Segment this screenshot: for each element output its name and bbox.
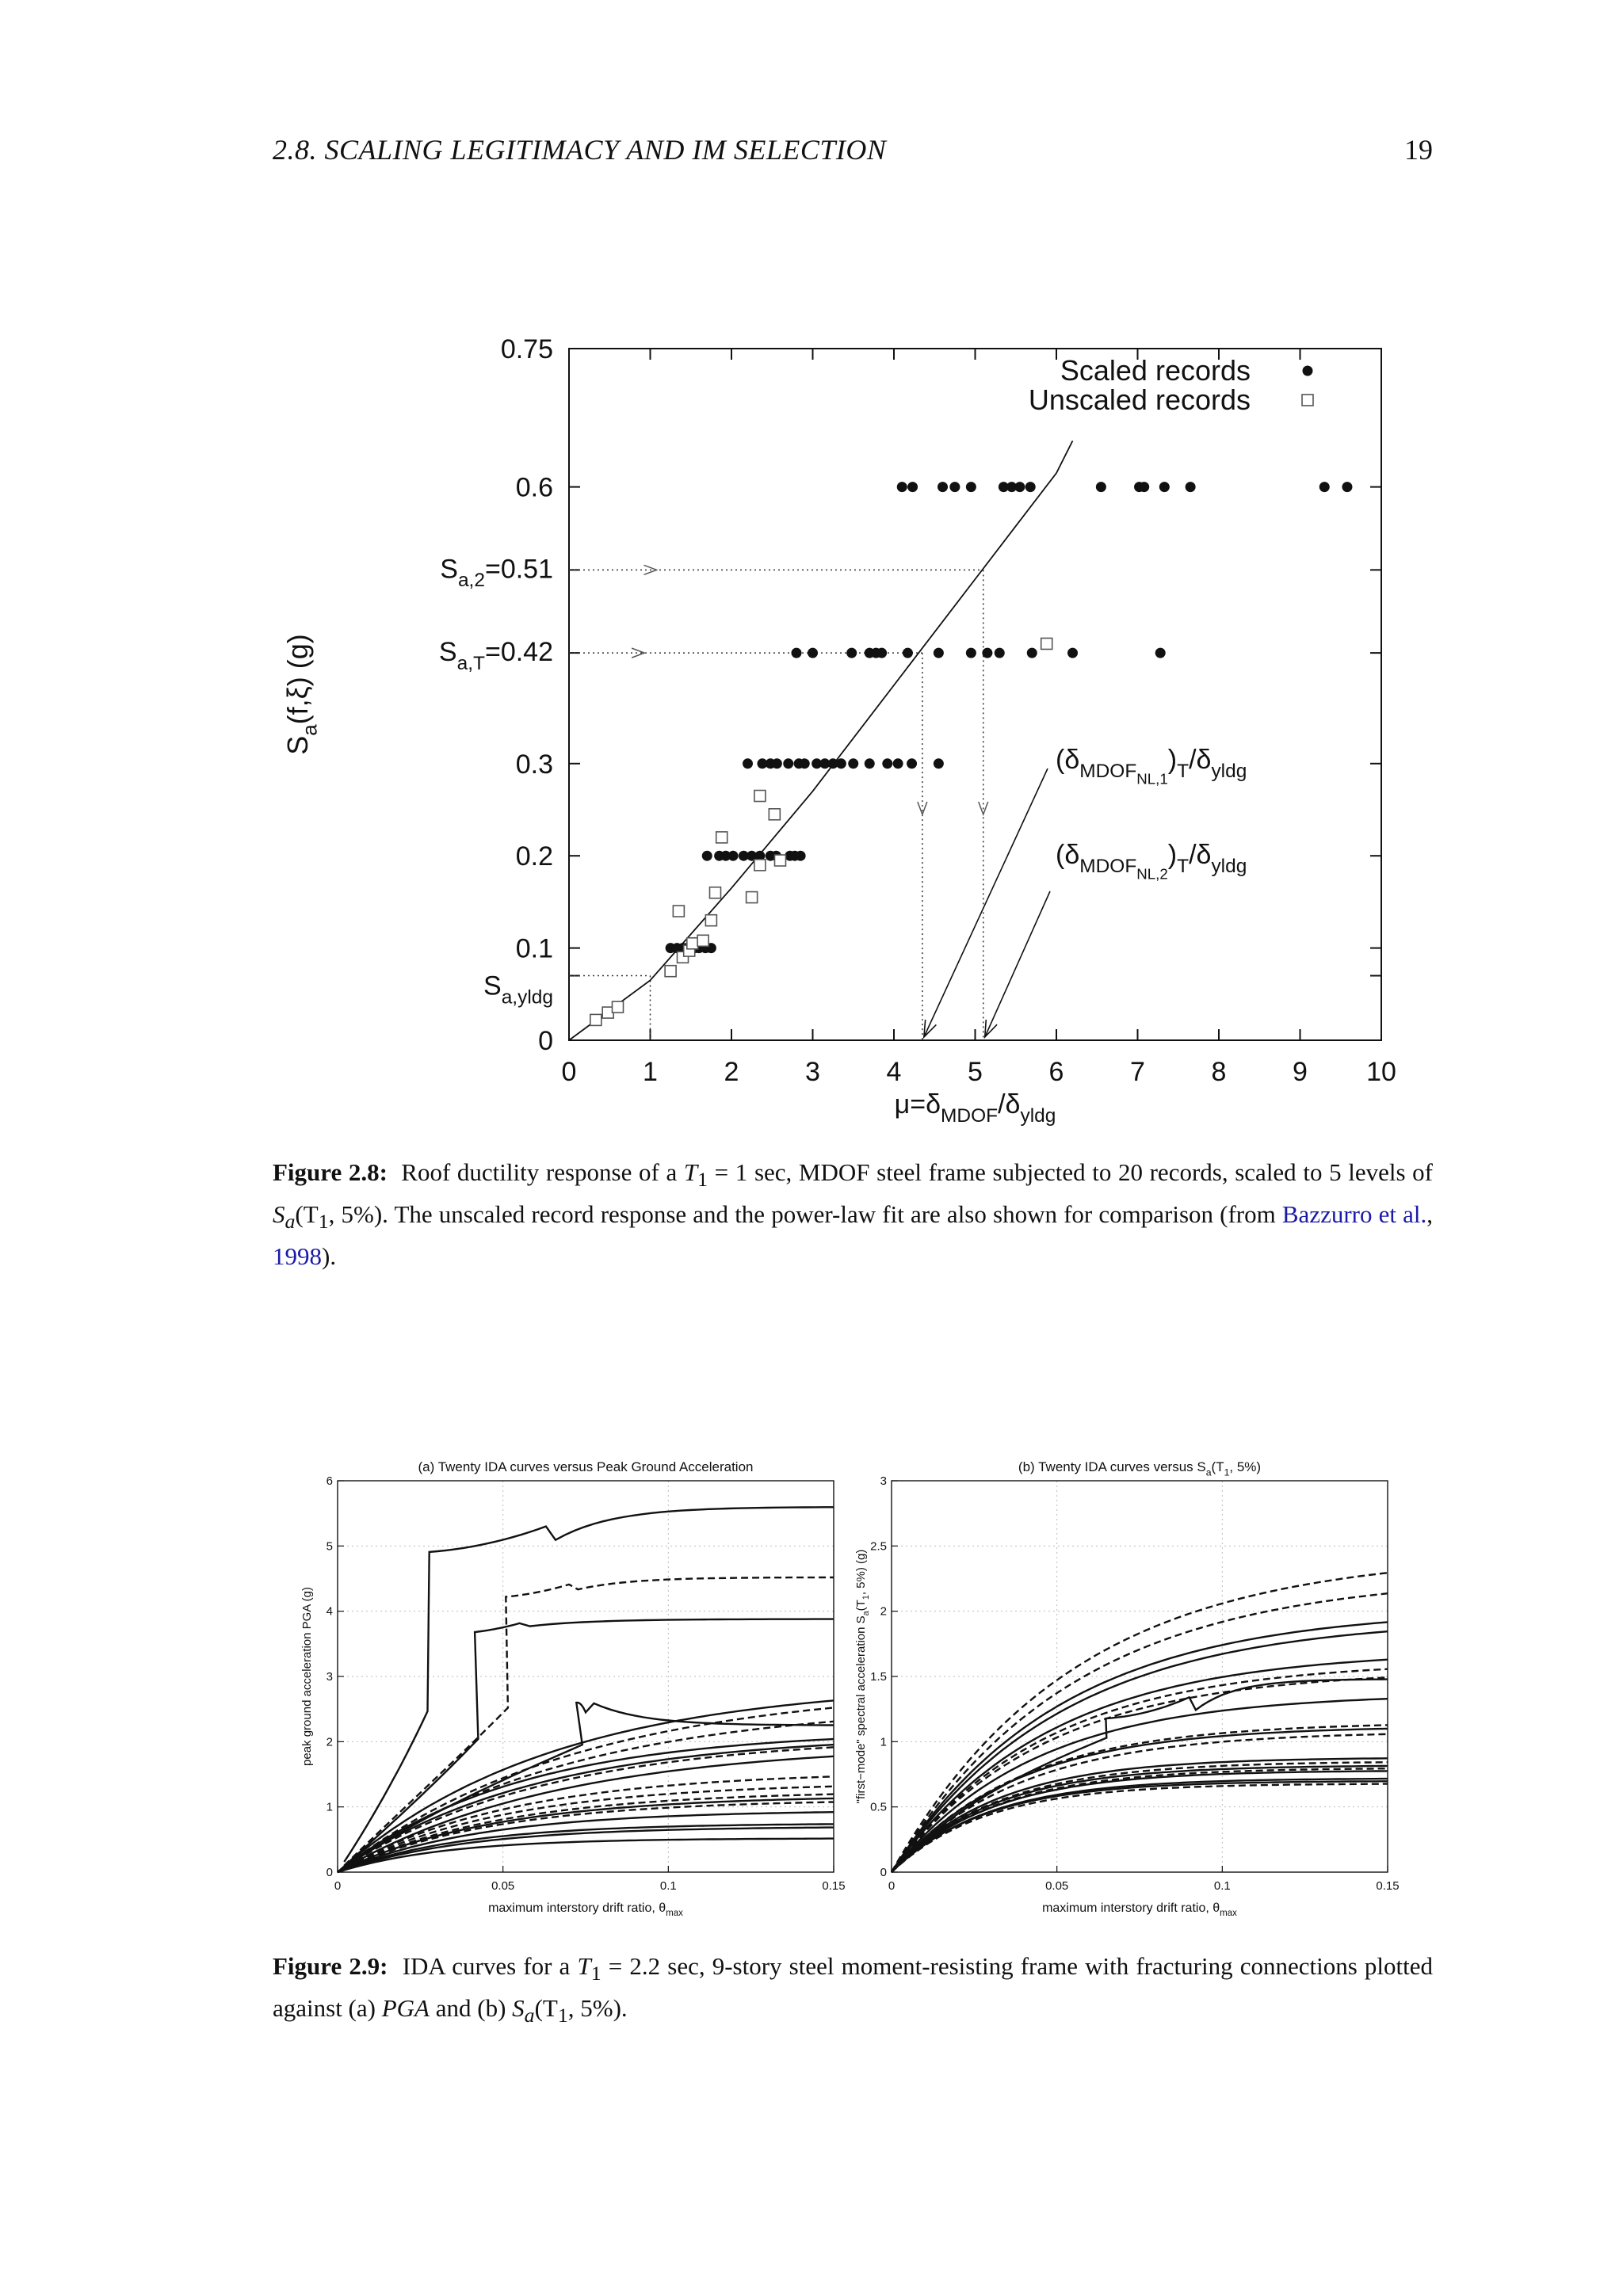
unscaled-record-point: [747, 892, 758, 903]
ida-curve: [892, 1573, 1388, 1872]
unscaled-record-point: [705, 915, 716, 926]
legend-marker-scaled: [1303, 366, 1313, 376]
scaled-record-point: [1139, 482, 1149, 492]
x-tick-label: 0.1: [1213, 1879, 1231, 1893]
caption-symbol: T: [683, 1158, 698, 1186]
caption-subscript: a: [524, 2004, 535, 2027]
caption-subscript: 1: [557, 2004, 568, 2027]
scaled-record-point: [702, 851, 712, 861]
y-tick-label: 0: [538, 1026, 553, 1056]
caption-text: IDA curves for a: [402, 1952, 578, 1980]
caption-text: ,: [1426, 1200, 1433, 1229]
ida-curve: [892, 1622, 1388, 1872]
caption-label: Figure 2.9:: [273, 1952, 388, 1980]
x-tick-label: 4: [886, 1057, 902, 1087]
annotation-nl1: $(\delta_{MDOFNL,1})_T/\delta_{yldg}$: [1056, 745, 1247, 788]
legend-label-unscaled: Unscaled records: [1028, 383, 1251, 416]
scaled-record-point: [848, 758, 858, 769]
y-tick-label: 0: [326, 1866, 333, 1879]
scaled-record-point: [907, 758, 917, 769]
scaled-record-point: [1014, 482, 1025, 492]
scaled-record-point: [966, 648, 976, 658]
caption-subscript: 1: [590, 1962, 601, 1985]
caption-symbol: S: [273, 1200, 285, 1229]
scaled-record-point: [876, 648, 887, 658]
scaled-record-point: [897, 482, 907, 492]
x-tick-label: 0: [561, 1057, 577, 1087]
x-tick-label: 1: [643, 1057, 658, 1087]
y-tick-label: 3: [880, 1474, 887, 1488]
citation-link-authors[interactable]: Bazzurro et al.: [1281, 1200, 1427, 1229]
x-tick-label: 0.15: [1376, 1879, 1400, 1893]
unscaled-record-point: [673, 906, 684, 917]
x-tick-label: 10: [1366, 1057, 1396, 1087]
scaled-record-point: [949, 482, 960, 492]
caption-symbol: PGA: [381, 1994, 430, 2023]
ida-curve: [344, 1703, 834, 1867]
ida-curve: [892, 1784, 1388, 1872]
y-tick-label: 0.2: [515, 841, 553, 872]
unscaled-record-point: [769, 809, 780, 820]
scaled-record-point: [893, 758, 903, 769]
caption-subscript: 1: [318, 1210, 329, 1234]
y-axis-label: $S_a(f,\xi)$ (g): [281, 634, 322, 755]
scaled-record-point: [1096, 482, 1106, 492]
scaled-record-point: [934, 648, 944, 658]
y-tick-label: 1: [880, 1735, 887, 1749]
unscaled-record-point: [710, 887, 721, 898]
x-tick-label: 8: [1211, 1057, 1227, 1087]
x-axis-label: maximum interstory drift ratio, $\theta_{max}$: [488, 1901, 683, 1919]
figure-2-8-caption: [273, 1155, 1433, 1274]
scaled-record-point: [772, 758, 782, 769]
scaled-record-point: [934, 758, 944, 769]
y-special-label: $S_{a,T}=0.42$: [438, 637, 553, 674]
scaled-record-point: [743, 758, 753, 769]
chart-title: (a) Twenty IDA curves versus Peak Ground Acceleration: [418, 1459, 754, 1474]
caption-symbol: T: [577, 1952, 591, 1980]
y-tick-label: 0.5: [870, 1800, 887, 1814]
x-tick-label: 5: [968, 1057, 983, 1087]
y-tick-label: 3: [326, 1670, 333, 1684]
running-head: 2.8. SCALING LEGITIMACY AND IM SELECTION: [273, 134, 887, 166]
y-tick-label: 1.5: [870, 1670, 887, 1684]
ida-curve: [892, 1779, 1388, 1872]
guide-arrowhead: [918, 802, 927, 814]
unscaled-record-point: [716, 832, 727, 843]
unscaled-record-point: [613, 1001, 624, 1013]
y-special-label: $S_{a,2}=0.51$: [440, 554, 553, 592]
caption-text: and (b): [429, 1994, 513, 2023]
caption-text: = 1 sec, MDOF steel frame subjected to 20 records, scaled to 5 levels of: [708, 1158, 1433, 1186]
y-tick-label: 0.1: [515, 933, 553, 964]
figure-2-9a-chart: [300, 1459, 846, 1918]
page-number: 19: [1404, 134, 1433, 166]
scaled-record-point: [865, 758, 875, 769]
figure-2-9b-chart: [854, 1459, 1400, 1918]
scaled-record-point: [1155, 648, 1166, 658]
scaled-record-point: [1186, 482, 1196, 492]
x-tick-label: 0: [334, 1879, 342, 1893]
x-tick-label: 0.15: [822, 1879, 846, 1893]
scaled-record-point: [995, 648, 1005, 658]
y-tick-label: 4: [326, 1604, 333, 1619]
y-tick-label: 0: [880, 1866, 887, 1879]
power-law-fit-curve: [569, 441, 1073, 1040]
x-tick-label: 2: [724, 1057, 739, 1087]
caption-text: (T: [295, 1200, 319, 1229]
caption-text: , 5%). The unscaled record response and the power-law fit are also shown for comparison (from: [328, 1200, 1282, 1229]
y-tick-label: 2: [326, 1735, 333, 1749]
scaled-record-point: [882, 758, 892, 769]
y-tick-label: 6: [326, 1474, 333, 1488]
ida-curve: [892, 1729, 1388, 1872]
scaled-record-point: [938, 482, 948, 492]
caption-text: Roof ductility response of a: [401, 1158, 684, 1186]
scaled-record-point: [1342, 482, 1352, 492]
chart-title: (b) Twenty IDA curves versus $S_a(T_1$, 5%): [1018, 1459, 1262, 1478]
y-axis-label: peak ground acceleration PGA (g): [300, 1587, 314, 1766]
legend-marker-unscaled: [1302, 395, 1313, 406]
x-tick-label: 3: [805, 1057, 820, 1087]
unscaled-record-point: [687, 938, 698, 949]
caption-symbol: S: [512, 1994, 525, 2023]
y-tick-label: 0.6: [515, 472, 553, 503]
x-tick-label: 0: [888, 1879, 896, 1893]
legend-label-scaled: Scaled records: [1060, 354, 1251, 387]
x-tick-label: 0.05: [1045, 1879, 1069, 1893]
ida-curve: [338, 1824, 834, 1872]
annotation-nl2: $(\delta_{MDOFNL,2})_T/\delta_{yldg}$: [1056, 840, 1247, 883]
caption-label: Figure 2.8:: [273, 1158, 388, 1186]
scaled-record-point: [783, 758, 793, 769]
caption-text: , 5%).: [567, 1994, 628, 2023]
scaled-record-point: [1025, 482, 1036, 492]
scaled-record-point: [1027, 648, 1037, 658]
x-tick-label: 7: [1130, 1057, 1145, 1087]
y-tick-label: 0.3: [515, 749, 553, 780]
scaled-record-point: [982, 648, 992, 658]
x-axis-label: $\mu=\delta_{MDOF}/\delta_{yldg}$: [894, 1089, 1056, 1127]
ida-curve: [892, 1781, 1388, 1872]
y-tick-label: 1: [326, 1800, 333, 1814]
scaled-record-point: [836, 758, 846, 769]
unscaled-record-point: [697, 935, 708, 946]
unscaled-record-point: [1041, 638, 1052, 649]
unscaled-record-point: [590, 1014, 601, 1025]
caption-subscript: a: [285, 1210, 296, 1234]
scaled-record-point: [966, 482, 976, 492]
x-tick-label: 0.05: [491, 1879, 515, 1893]
scaled-record-point: [903, 648, 913, 658]
scaled-record-point: [1067, 648, 1078, 658]
guide-arrowhead: [632, 648, 644, 658]
y-tick-label: 2.5: [870, 1539, 887, 1554]
unscaled-record-point: [665, 966, 676, 977]
unscaled-record-point: [754, 791, 766, 802]
y-tick-label: 2: [880, 1604, 887, 1619]
ida-curve: [892, 1593, 1388, 1872]
annotation-arrow: [985, 891, 1050, 1037]
x-axis-label: maximum interstory drift ratio, $\theta_{max}$: [1042, 1901, 1237, 1919]
scaled-record-point: [846, 648, 857, 658]
unscaled-record-point: [775, 855, 786, 866]
scaled-record-point: [796, 851, 806, 861]
scaled-record-point: [728, 851, 739, 861]
y-tick-label: 5: [326, 1539, 333, 1554]
plot-frame: [569, 349, 1381, 1040]
scaled-record-point: [800, 758, 810, 769]
caption-text: (T: [534, 1994, 558, 2023]
scaled-record-point: [907, 482, 918, 492]
caption-text: ).: [322, 1242, 337, 1271]
scaled-record-point: [1159, 482, 1170, 492]
y-special-label: $S_{a,yldg}$: [483, 971, 553, 1009]
scaled-record-point: [808, 648, 818, 658]
scaled-record-point: [1319, 482, 1330, 492]
caption-text: = 2.2 sec, 9-story steel moment-resisting frame with fracturing connections plotted against (a): [273, 1952, 1434, 2023]
caption-subscript: 1: [697, 1168, 708, 1192]
citation-link-year[interactable]: 1998: [273, 1242, 322, 1271]
x-tick-label: 6: [1048, 1057, 1064, 1087]
x-tick-label: 0.1: [659, 1879, 677, 1893]
scaled-record-point: [792, 648, 802, 658]
x-tick-label: 9: [1293, 1057, 1308, 1087]
y-axis-label: "first−mode" spectral acceleration $S_a(T_1$, 5%) (g): [854, 1549, 871, 1804]
figure-2-8-chart: [281, 334, 1396, 1127]
figure-2-9-caption: [273, 1949, 1433, 2033]
ida-curve: [892, 1734, 1388, 1872]
ida-curve: [344, 1507, 834, 1862]
unscaled-record-point: [754, 860, 766, 871]
y-tick-label: 0.75: [500, 334, 553, 364]
